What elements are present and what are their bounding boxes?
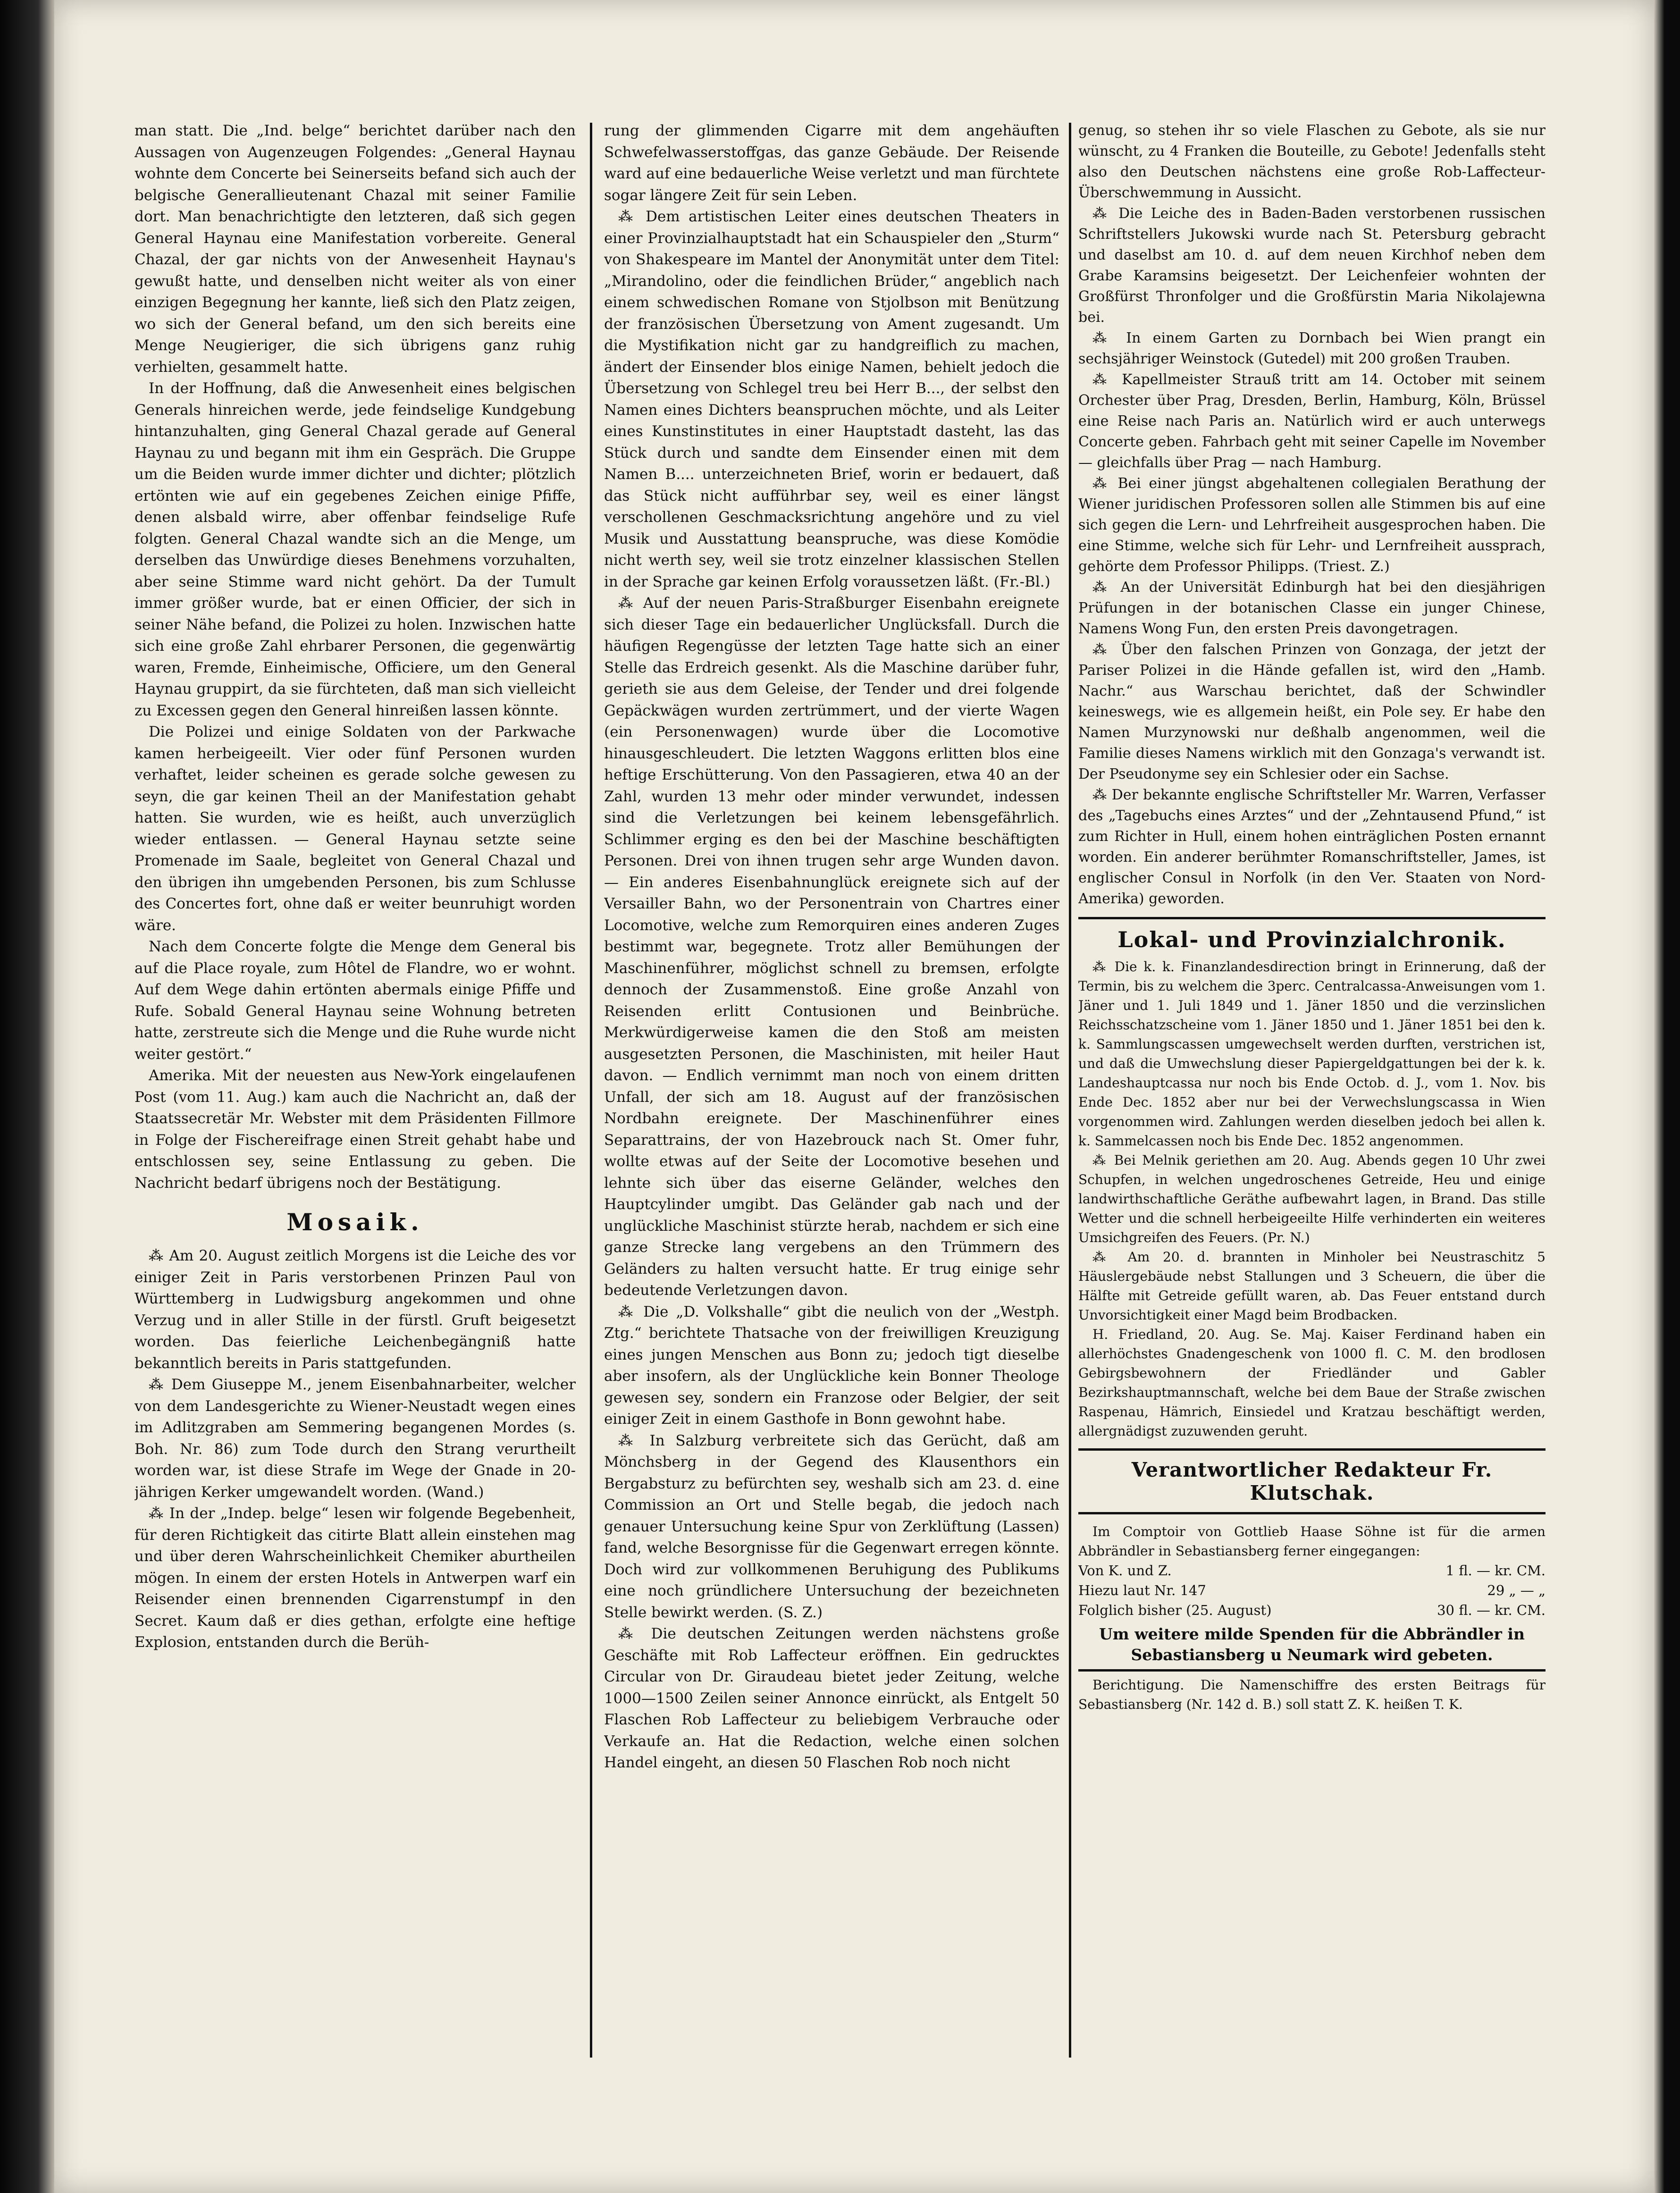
mosaik-heading: Mosaik. — [286, 1208, 424, 1236]
article-paragraph: Die Polizei und einige Soldaten von der Parkwache kamen herbeigeeilt. Vier oder fünf Personen wurden verhaftet, leider scheinen es gerade solche gewesen zu seyn, die gar keinen Theil an der Manifestation gehabt hatten. Sie wurden, wie es heißt, auch unverzüglich wieder entlassen. — General Haynau setzte seine Promenade im Saale, begleitet von General Chazal und den übrigen ihn umgebenden Personen, bis zum Schlusse des Concertes fort, ohne daß er weiter beunruhigt worden wäre. — [134, 723, 576, 934]
correction-notice: Berichtigung. Die Namenschiffre des ersten Beitrags für Sebastiansberg (Nr. 142 d. B.) soll statt Z. K. heißen T. K. — [1078, 1677, 1546, 1712]
lokal-heading: Lokal- und Provinzialchronik. — [1117, 927, 1506, 952]
lokal-item: ⁂ Bei Melnik geriethen am 20. Aug. Abends gegen 10 Uhr zwei Schupfen, in welchen ungedroschenes Getreide, Heu und einige landwirthschaftliche Geräthe aufbewahrt lagen, in Brand. Das stille Wetter und die schnell herbeigeeilte Hilfe verhinderten ein weiteres Umsichgreifen des Feuers. (Pr. N.) — [1078, 1152, 1546, 1245]
column-rule-2 — [1069, 123, 1071, 2058]
article-paragraph: rung der glimmenden Cigarre mit dem angehäuften Schwefelwasserstoffgas, das ganze Gebäude. Der Reisende ward auf eine bedauerliche Weise verletzt und man fürchtete sogar längere Zeit für sein Leben. — [604, 122, 1059, 204]
article-paragraph: ⁂ Über den falschen Prinzen von Gonzaga, der jetzt der Pariser Polizei in die Hände gefallen ist, wird den „Hamb. Nachr.“ aus Warschau berichtet, daß der Schwindler keineswegs, wie es allgemein heißt, ein Pole sey. Er habe den Namen Murzynowski nur deßhalb angenommen, weil die Familie dieses Namens wirklich mit den Gonzaga's verwandt ist. Der Pseudonyme sey ein Schlesier oder ein Sachse. — [1078, 641, 1546, 782]
section-divider — [1078, 1448, 1546, 1451]
article-paragraph: Amerika. Mit der neuesten aus New-York eingelaufenen Post (vom 11. Aug.) kam auch die Nachricht an, daß der Staatssecretär Mr. Webster mit dem Präsidenten Fillmore in Folge der Fischereifrage einen Streit gehabt habe und entschlossen sey, seine Entlassung zu geben. Die Nachricht bedarf übrigens noch der Bestätigung. — [134, 1067, 576, 1192]
donation-amount: 30 fl. — kr. CM. — [1437, 1602, 1546, 1618]
donation-line — [1078, 1580, 1546, 1600]
donation-amount: 29 „ — „ — [1487, 1582, 1546, 1598]
article-paragraph: ⁂ Die „D. Volkshalle“ gibt die neulich von der „Westph. Ztg.“ berichtete Thatsache von der freiwilligen Kreuzigung eines jungen Menschen aus Bonn zu; jedoch tigt dieselbe aber insofern, als der Unglückliche kein Bonner Theologe gewesen sey, sondern ein Franzose oder Belgier, der seit einiger Zeit in einem Gasthofe in Bonn gewohnt habe. — [604, 1303, 1059, 1428]
lokal-item: H. Friedland, 20. Aug. Se. Maj. Kaiser Ferdinand haben ein allerhöchstes Gnadengeschenk von 1000 fl. C. M. den brodlosen Gebirgsbewohnern der Friedländer und Gabler Bezirkshauptmannschaft, welche bei dem Baue der Straße zwischen Raspenau, Hämrich, Einsiedel und Kratzau beschäftigt werden, allergnädigst zuzuwenden geruht. — [1078, 1327, 1546, 1439]
section-divider — [1078, 1512, 1546, 1514]
responsible-editor: Verantwortlicher Redakteur Fr. Klutschak. — [1131, 1458, 1493, 1504]
article-paragraph: man statt. Die „Ind. belge“ berichtet darüber nach den Aussagen von Augenzeugen Folgendes: „General Haynau wohnte dem Concerte bei Seinerseits befand sich auch der belgische Generallieutenant Chazal mit seiner Familie dort. Man benachrichtigte den letzteren, daß sich gegen General Haynau eine Manifestation vorbereite. General Chazal, der gar nichts von der Anwesenheit Haynau's gewußt hatte, und denselben nicht weiter als von einer einzigen Begegnung her kannte, ließ sich den Platz zeigen, wo sich der General befand, um den sich bereits eine Menge Neugieriger, die sich übrigens ganz ruhig verhielten, gesammelt hatte. — [134, 122, 576, 376]
article-paragraph: ⁂ Kapellmeister Strauß tritt am 14. October mit seinem Orchester über Prag, Dresden, Berlin, Hamburg, Köln, Brüssel eine Reise nach Paris an. Natürlich wird er auch unterwegs Concerte geben. Fahrbach geht mit seiner Capelle im November — gleichfalls über Prag — nach Hamburg. — [1078, 371, 1546, 471]
article-paragraph: ⁂ Die deutschen Zeitungen werden nächstens große Geschäfte mit Rob Laffecteur eröffnen. Ein gedrucktes Circular von Dr. Giraudeau bietet jeder Zeitung, welche 1000—1500 Zeilen seiner Annonce einrückt, als Entgelt 50 Flaschen Rob Laffecteur zu beliebigem Verbrauche oder Verkaufe an. Hat die Redaction, welche einen solchen Handel eingeht, an diesen 50 Flaschen Rob noch nicht — [604, 1625, 1059, 1771]
lokal-item: ⁂ Am 20. d. brannten in Minholer bei Neustraschitz 5 Häuslergebäude nebst Stallungen und 3 Scheuern, die über die Hälfte mit Getreide gefüllt waren, ab. Das Feuer entstand durch Unvorsichtigkeit einer Magd beim Brodbacken. — [1078, 1249, 1546, 1323]
donation-amount: 1 fl. — kr. CM. — [1445, 1563, 1546, 1579]
scan-right-border — [1654, 0, 1680, 2193]
donation-label: Von K. und Z. — [1078, 1563, 1172, 1579]
donation-notice — [1078, 1522, 1546, 1714]
article-paragraph: ⁂ Bei einer jüngst abgehaltenen collegialen Berathung der Wiener juridischen Professoren sollen alle Stimmen bis auf eine sich gegen die Lern- und Lehrfreiheit ausgesprochen haben. Die eine Stimme, welche sich für Lehr- und Lernfreiheit aussprach, gehörte dem Professor Philipps. (Triest. Z.) — [1078, 475, 1546, 575]
donation-appeal: Um weitere milde Spenden für die Abbrändler in Sebastiansberg u Neumark wird gebeten. — [1099, 1625, 1525, 1664]
article-paragraph: ⁂ An der Universität Edinburgh hat bei den diesjährigen Prüfungen in der botanischen Classe ein junger Chinese, Namens Wong Fun, den ersten Preis davongetragen. — [1078, 579, 1546, 637]
donation-line — [1078, 1561, 1546, 1580]
article-paragraph: In der Hoffnung, daß die Anwesenheit eines belgischen Generals hinreichen werde, jede feindselige Kundgebung hintanzuhalten, ging General Chazal gerade auf General Haynau zu und begann mit ihm ein Gespräch. Die Gruppe um die Beiden wurde immer dichter und dichter; plötzlich ertönten wie auf ein gegebenes Zeichen einige Pfiffe, denen alsbald wirre, aber offenbar feindselige Rufe folgten. General Chazal wandte sich an die Menge, um derselben das Unwürdige dieses Benehmens vorzuhalten, aber seine Stimme ward nicht gehört. Da der Tumult immer größer wurde, bat er einen Officier, der sich in seiner Nähe befand, die Polizei zu holen. Inzwischen hatte sich eine große Zahl ehrbarer Personen, die gegenwärtig waren, Fremde, Einheimische, Officiere, um den General Haynau gruppirt, da sie fürchteten, daß man sich vielleicht zu Excessen gegen den General hinreißen lassen könnte. — [134, 380, 576, 719]
section-divider — [1078, 917, 1546, 919]
lokal-item: ⁂ Die k. k. Finanzlandesdirection bringt in Erinnerung, daß der Termin, bis zu welchem die 3perc. Centralcassa-Anweisungen vom 1. Jäner und 1. Juli 1849 und 1. Jäner 1850 und die verzinslichen Reichsschatzscheine vom 1. Jäner 1850 und 1. Jäner 1851 bei den k. k. Sammlungscassen umgewechselt werden durften, verstrichen ist, und daß die Umwechslung dieser Papiergeldgattungen bei der k. k. Landeshauptcassa nur noch bis Ende Octob. d. J., vom 1. Nov. bis Ende Dec. 1852 aber nur bei der Verwechslungscassa in Wien vorgenommen wird. Zahlungen werden dieselben jedoch bei allen k. k. Sammelcassen noch bis Ende Dec. 1852 angenommen. — [1078, 959, 1546, 1149]
column-1 — [134, 120, 576, 2074]
column-2 — [604, 120, 1059, 2074]
article-paragraph: ⁂ Auf der neuen Paris-Straßburger Eisenbahn ereignete sich dieser Tage ein bedauerlicher Unglücksfall. Durch die häufigen Regengüsse der letzten Tage hatte sich an einer Stelle das Erdreich gesenkt. Als die Maschine darüber fuhr, gerieth sie aus dem Geleise, der Tender und drei folgende Gepäckwägen wurden zertrümmert, und der vierte Wagen (ein Personenwagen) wurde über die Locomotive hinausgeschleudert. Die letzten Waggons erlitten blos eine heftige Erschütterung. Von den Passagieren, etwa 40 an der Zahl, wurden 13 mehr oder minder verwundet, indessen sind die Verletzungen bei keinem lebensgefährlich. Schlimmer erging es den bei der Maschine beschäftigten Personen. Drei von ihnen trugen sehr arge Wunden davon. — Ein anderes Eisenbahnunglück ereignete sich auf der Versailler Bahn, wo der Personentrain von Chartres einer Locomotive, welche zum Remorquiren eines anderen Zuges bestimmt war, begegnete. Trotz aller Bemühungen der Maschinenführer, möglichst schnell zu bremsen, erfolgte dennoch der Zusammenstoß. Eine große Anzahl von Reisenden erlitt Contusionen und Beinbrüche. Merkwürdigerweise kamen die den Stoß am meisten ausgesetzten Personen, die Maschinisten, mit heiler Haut davon. — Endlich vernimmt man noch von einem dritten Unfall, der sich am 18. August auf der französischen Nordbahn ereignete. Der Maschinenführer eines Separattrains, der von Hazebrouck nach St. Omer fuhr, wollte etwas auf der Seite der Locomotive besehen und lehnte sich über das eiserne Geländer, welches den Hauptcylinder umgibt. Das Geländer gab nach und der unglückliche Maschinist stürzte herab, nachdem er sich eine ganze Strecke lang vergebens an den Trümmern des Geländers zu halten versucht hatte. Er trug einige sehr bedeutende Verletzungen davon. — [604, 595, 1059, 1299]
lokal-section — [1078, 957, 1546, 1441]
article-paragraph: ⁂ Der bekannte englische Schriftsteller Mr. Warren, Verfasser des „Tagebuchs eines Arztes“ und der „Zehntausend Pfund,“ ist zum Richter in Hull, einem hohen einträglichen Posten ernannt worden. Ein anderer berühmter Romanschriftsteller, James, ist englischer Consul in Norfolk (in den Ver. Staaten von Nord-Amerika) geworden. — [1078, 787, 1546, 907]
section-divider — [1078, 1669, 1546, 1672]
scan-left-border — [0, 0, 54, 2193]
mosaik-item: ⁂ Am 20. August zeitlich Morgens ist die Leiche des vor einiger Zeit in Paris verstorbenen Prinzen Paul von Württemberg in Ludwigsburg angekommen und ohne Verzug und in aller Stille in der fürstl. Gruft beigesetzt worden. Das feierliche Leichenbegängniß hatte bekanntlich bereits in Paris stattgefunden. — [134, 1247, 576, 1372]
mosaik-item: ⁂ Dem Giuseppe M., jenem Eisenbahnarbeiter, welcher von dem Landesgerichte zu Wiener-Neustadt wegen eines im Adlitzgraben am Semmering begangenen Mordes (s. Boh. Nr. 86) zum Tode durch den Strang verurtheilt worden war, ist diese Strafe im Wege der Gnade in 20-jährigen Kerker umgewandelt worden. (Wand.) — [134, 1376, 576, 1501]
mosaik-item: ⁂ In der „Indep. belge“ lesen wir folgende Begebenheit, für deren Richtigkeit das citirte Blatt allein einstehen mag und über deren Wahrscheinlichkeit Chemiker aburtheilen mögen. In einem der ersten Hotels in Antwerpen warf ein Reisender einen brennenden Cigarrenstumpf in den Secret. Kaum daß er dies gethan, erfolgte eine heftige Explosion, entstanden durch die Berüh- — [134, 1505, 576, 1651]
comptoir-text: Im Comptoir von Gottlieb Haase Söhne ist für die armen Abbrändler in Sebastiansberg ferner eingegangen: — [1078, 1524, 1546, 1559]
column-3 — [1078, 120, 1546, 2074]
article-paragraph: ⁂ In Salzburg verbreitete sich das Gerücht, daß am Mönchsberg in der Gegend des Klausenthors ein Bergabsturz zu befürchten sey, weshalb sich am 23. d. eine Commission an Ort und Stelle begab, die jedoch nach genauer Untersuchung keine Spur von Zerklüftung (Lassen) fand, welche Besorgnisse für die Gegenwart erregen könnte. Doch wird zur vollkommenen Beruhigung des Publikums eine noch gründlichere Untersuchung der bezeichneten Stelle bewirkt werden. (S. Z.) — [604, 1432, 1059, 1621]
article-paragraph: ⁂ Dem artistischen Leiter eines deutschen Theaters in einer Provinzialhauptstadt hat ein Schauspieler den „Sturm“ von Shakespeare im Mantel der Anonymität unter dem Titel: „Mirandolino, oder die feindlichen Brüder,“ angeblich nach einem schwedischen Romane von Stjolbson mit Benützung der französischen Übersetzung von Ament zugesandt. Um die Mystifikation nicht gar zu handgreiflich zu machen, ändert der Einsender blos einige Namen, behielt jedoch die Übersetzung von Schlegel treu bei Herr B..., der selbst den Namen eines Dichters beanspruchen möchte, und als Leiter eines Kunstinstitutes in einer Hauptstadt dasteht, las das Stück durch und sandte dem Einsender einen mit dem Namen B.... unterzeichneten Brief, worin er bedauert, daß das Stück nicht aufführbar sey, weil es einer längst verschollenen Geschmacksrichtung angehöre und zu viel Musik und Ausstattung beanspruche, was diese Komödie nicht werth sey, weil sie trotz einzelner klassischen Stellen in der Sprache gar keinen Erfolg voraussetzen läßt. (Fr.-Bl.) — [604, 208, 1059, 590]
article-paragraph: ⁂ In einem Garten zu Dornbach bei Wien prangt ein sechsjähriger Weinstock (Gutedel) mit 200 großen Trauben. — [1078, 330, 1546, 367]
column-rule-1 — [590, 123, 592, 2058]
donation-total-line — [1078, 1600, 1546, 1620]
donation-label: Folglich bisher (25. August) — [1078, 1602, 1272, 1618]
donation-label: Hiezu laut Nr. 147 — [1078, 1582, 1206, 1598]
article-paragraph: genug, so stehen ihr so viele Flaschen zu Gebote, als sie nur wünscht, zu 4 Franken die Bouteille, zu Gebote! Jedenfalls steht also den Deutschen nächstens eine große Rob-Laffecteur-Überschwemmung in Aussicht. — [1078, 122, 1546, 201]
article-paragraph: ⁂ Die Leiche des in Baden-Baden verstorbenen russischen Schriftstellers Jukowski wurde nach St. Petersburg gebracht und daselbst am 10. d. auf dem neuen Kirchhof neben dem Grabe Karamsins beigesetzt. Der Leichenfeier wohnten der Großfürst Thronfolger und die Großfürstin Maria Nikolajewna bei. — [1078, 205, 1546, 326]
article-paragraph: Nach dem Concerte folgte die Menge dem General bis auf die Place royale, zum Hôtel de Flandre, wo er wohnt. Auf dem Wege dahin ertönten abermals einige Pfiffe und Rufe. Sobald General Haynau seine Wohnung betreten hatte, zerstreute sich die Menge und die Ruhe wurde nicht weiter gestört.“ — [134, 938, 576, 1063]
